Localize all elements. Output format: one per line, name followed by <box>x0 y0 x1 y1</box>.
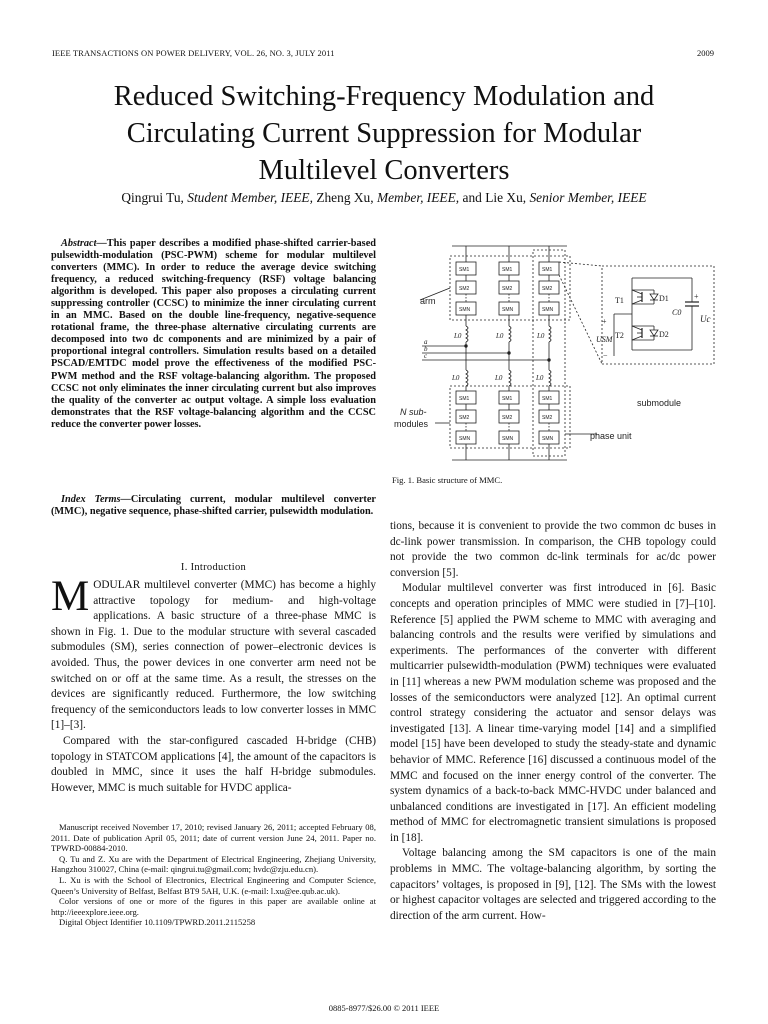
running-header: IEEE TRANSACTIONS ON POWER DELIVERY, VOL. 26, NO. 3, JULY 2011 <box>52 48 335 58</box>
t2-label: T2 <box>615 331 624 340</box>
figure-caption: Fig. 1. Basic structure of MMC. <box>392 475 503 485</box>
title-line-1: Reduced Switching-Frequency Modulation and <box>113 81 655 112</box>
l0-label-lower-b: L0 <box>495 374 503 382</box>
intro-paragraph-2: Compared with the star-configured cascaded H-bridge (CHB) topology in STATCOM applications [4], the amount of the capacitors is doubled in MMC, since it uses the half H-bridge submodules. However, MMC is much suitable for HVDC applica- <box>51 734 376 794</box>
c0-label: C0 <box>672 308 682 317</box>
modules-label: modules <box>394 419 429 429</box>
footnote-color: Color versions of one or more of the figures in this paper are available online at http://ieeexplore.ieee.org. <box>51 896 376 917</box>
l0-label-lower-c: L0 <box>536 374 544 382</box>
abstract <box>51 238 376 431</box>
section-heading: I. Introduction <box>180 562 247 573</box>
footnote-manuscript: Manuscript received November 17, 2010; revised January 26, 2011; accepted February 08, 2011. Date of publication April 05, 2011; date of current version June 24, 2011. Paper no. TPWRD-00884-2010. <box>51 822 376 854</box>
sm1-label-lower-c: SM1 <box>542 396 553 402</box>
paper-title <box>40 78 728 189</box>
introduction-text <box>51 573 376 796</box>
footnote-author-qub: L. Xu is with the School of Electronics, Electrical Engineering and Computer Science, Queen’s University of Belfast, Belfast BT9 5AH, U.K. (e-mail: l.xu@ee.qub.ac.uk). <box>51 874 376 896</box>
page-number: 2009 <box>697 48 714 58</box>
author-name-1: Qingrui Tu, <box>121 190 184 205</box>
intro-p1-text: ODULAR multilevel converter (MMC) has become a highly attractive topology for medium- and high-voltage applications. A basic structure of a three-phase MMC is shown in Fig. 1. Due to the modular structure with several cascaded submodules (SM), series connection of power–electronic devices is avoided. Thus, the power devices in one converter arm need not be switched on or off at the same time. As a result, the stresses on the devices are significantly reduced. Furthermore, the low switching frequency of the semiconductors leads to low converter losses in MMC [1]–[3]. <box>51 579 376 732</box>
submodule-label: submodule <box>637 398 682 408</box>
smn-label-lower-a: SMN <box>459 436 471 442</box>
author-name-2: Zheng Xu, <box>316 190 374 205</box>
t1-label: T1 <box>615 296 624 305</box>
abstract-text: This paper describes a modified phase-shifted carrier-based pulsewidth-modulation (PSC-PWM) scheme for modular multilevel converters (MMC). In order to reduce the average device switching frequency, a reduced switching-frequency (RSF) voltage balancing algorithm is developed. This paper also proposes a circulating current suppressing controller (CCSC) to minimize the inner circulating current in an MMC. Based on the double line-frequency, negative-sequence rotational frame, the three-phase alternative circulating currents are decomposed into two dc components and are minimized by a pair of proportional integral controllers. Simulation results based on a detailed PSCAD/EMTDC model prove the effectiveness of the modified PSC-PWM method and the RSF voltage-balancing algorithm. The proposed CCSC not only eliminates the inner circulating current but also improves the quality of the converter ac output voltage. A simple loss evaluation demonstrates that the RSF voltage-balancing algorithm and the CCSC reduce the converter power losses. <box>51 238 376 430</box>
usm-minus: − <box>603 351 608 360</box>
sm1-label-a: SM1 <box>459 267 470 273</box>
arm-label: arm <box>420 296 436 306</box>
l0-label-a: L0 <box>454 332 462 340</box>
sm1-label-lower-a: SM1 <box>459 396 470 402</box>
smn-label-b: SMN <box>502 307 514 313</box>
smn-label-c: SMN <box>542 307 554 313</box>
phase-a-label: a <box>424 338 428 346</box>
smn-label-lower-b: SMN <box>502 436 514 442</box>
sm2-label-c: SM2 <box>542 286 553 292</box>
uc-label: Uc <box>700 314 711 324</box>
footnote-authors-zju: Q. Tu and Z. Xu are with the Department of Electrical Engineering, Zhejiang University, Hangzhou 310027, China (e-mail: qingrui.tu@gmail.com; hvdc@zju.edu.cn). <box>51 853 376 875</box>
usm-label: USM <box>596 335 613 344</box>
author-role-3: Senior Member, IEEE <box>529 190 647 205</box>
index-terms <box>51 494 376 518</box>
phase-leg-c <box>539 246 559 460</box>
index-terms-text: Circulating current, modular multilevel converter (MMC), negative sequence, phase-shifted carrier, pulsewidth modulation. <box>51 494 376 518</box>
footnotes <box>51 822 376 928</box>
right-paragraph-1: tions, because it is convenient to provide the two common dc buses in dc-link power transmission. In comparison, the CHB topology could not provide the two common dc-link terminals for ac/dc power conversion [5]. <box>390 520 716 579</box>
drop-cap: M <box>51 573 90 620</box>
submodule-circuit <box>614 278 699 356</box>
copyright-line: 0885-8977/$26.00 © 2011 IEEE <box>328 1003 440 1013</box>
mmc-structure-figure <box>392 238 722 468</box>
abstract-label: Abstract— <box>61 238 107 249</box>
sm1-label-c: SM1 <box>542 267 553 273</box>
phase-c-label: c <box>424 352 428 360</box>
n-sub-label: N sub- <box>400 407 427 417</box>
smn-label-lower-c: SMN <box>542 436 554 442</box>
right-paragraph-3: Voltage balancing among the SM capacitors is one of the main problems in MMC. The voltage-balancing algorithm, by sorting the capacitors’ voltages, is proposed in [9], [12]. The SMs with the lowest or highest capacitor voltages are selected and triggered according to the direction of the arm current. How- <box>390 847 716 922</box>
right-column-text <box>390 519 716 924</box>
sm2-label-lower-b: SM2 <box>502 415 513 421</box>
author-role-1: Student Member, IEEE, <box>187 190 313 205</box>
phase-b-label: b <box>424 345 428 353</box>
footnote-doi: Digital Object Identifier 10.1109/TPWRD.2011.2115258 <box>59 917 256 928</box>
author-and: and <box>462 190 482 205</box>
smn-label-a: SMN <box>459 307 471 313</box>
uc-plus: + <box>694 292 699 301</box>
l0-label-b: L0 <box>496 332 504 340</box>
author-line <box>40 190 728 206</box>
usm-plus: + <box>602 317 607 326</box>
sm1-label-b: SM1 <box>502 267 513 273</box>
title-line-2: Circulating Current Suppression for Modular <box>126 118 642 149</box>
sm2-label-lower-a: SM2 <box>459 415 470 421</box>
right-paragraph-2: Modular multilevel converter was first introduced in [6]. Basic concepts and operation principles of MMC were studied in [7]–[10]. Reference [5] applied the PWM scheme to MMC with averaging and balancing controls and the results were verified by simulations and experiments. The performances of the converter with different multicarrier pulsewidth-modulation (PWM) techniques were evaluated in [11] whereas a new PWM modulation scheme was proposed and the losses of the semiconductors were analyzed [12]. An optimal current control strategy considering the actuator and sensor delays was investigated [13]. A linear time-varying model [14] and a simplified model [15] have been developed to study the steady-state and dynamic behavior of MMC. Reference [16] discussed a continuous model of the MMC and focused on the inner energy control of the converter. The system dynamics of a back-to-back MMC-HVDC under balanced and unbalanced conditions are investigated in [17]. An efficient modeling method of MMC for electromagnetic transient simulations is proposed in [18]. <box>390 582 716 844</box>
intro-paragraph-1 <box>51 573 376 734</box>
sm2-label-b: SM2 <box>502 286 513 292</box>
author-role-2: Member, IEEE, <box>376 190 460 205</box>
title-line-3: Multilevel Converters <box>258 155 510 186</box>
author-name-3: Lie Xu, <box>485 190 527 205</box>
sm1-label-lower-b: SM1 <box>502 396 513 402</box>
d2-label: D2 <box>659 330 669 339</box>
sm2-label-a: SM2 <box>459 286 470 292</box>
l0-label-lower-a: L0 <box>452 374 460 382</box>
d1-label: D1 <box>659 294 669 303</box>
index-terms-label: Index Terms— <box>61 494 131 505</box>
phase-unit-label: phase unit <box>590 431 632 441</box>
l0-label-c: L0 <box>537 332 545 340</box>
sm2-label-lower-c: SM2 <box>542 415 553 421</box>
